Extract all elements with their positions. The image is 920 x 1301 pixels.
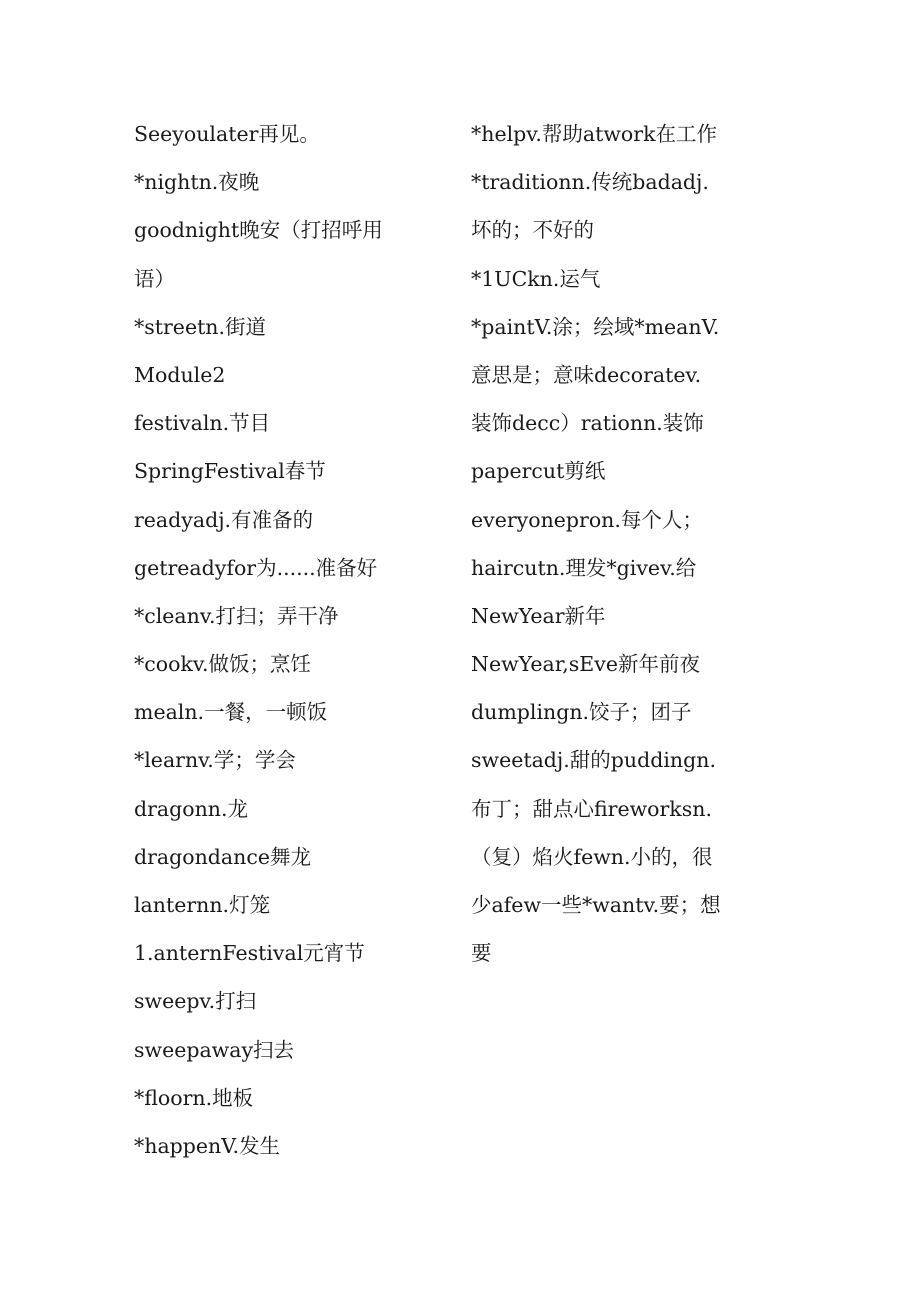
vocab-line: *cookv.做饭；烹饪 [134, 652, 312, 677]
vocab-line: *helpv.帮助atwork在工作 [471, 122, 717, 146]
module-heading: Module2 [134, 362, 226, 387]
vocab-line: goodnight晚安（打招呼用 [134, 218, 383, 243]
vocabulary-right-column [471, 110, 741, 977]
vocab-line: *happenV.发生 [134, 1133, 280, 1158]
vocab-line: getreadyfor为......准备好 [134, 555, 378, 580]
vocab-line: 1.anternFestival元宵节 [134, 941, 365, 966]
vocab-line: SpringFestival春节 [134, 459, 326, 484]
vocab-line: Seeyoulater再见。 [134, 122, 320, 146]
vocab-line: 要 [471, 941, 492, 966]
vocab-line: papercut剪纸 [471, 459, 606, 484]
vocab-line: everyonepron.每个人； [471, 507, 703, 532]
vocab-line: *streetn.街道 [134, 314, 267, 339]
vocab-line: dumplingn.饺子；团子 [471, 700, 692, 725]
vocab-line: 意思是；意味decoratev. [471, 362, 702, 387]
vocab-line: *nightn.夜晚 [134, 170, 260, 195]
vocab-line: festivaln.节目 [134, 411, 271, 436]
vocab-line: NewYear新年 [471, 603, 606, 628]
vocab-line: readyadj.有准备的 [134, 507, 314, 532]
vocab-line: dragonn.龙 [134, 796, 249, 821]
vocab-line: *floorn.地板 [134, 1085, 254, 1110]
vocab-line: sweepv.打扫 [134, 989, 257, 1014]
vocab-line: *paintV.涂；绘域*meanV. [471, 314, 720, 339]
vocab-line: 少afew一些*wantv.要；想 [471, 893, 721, 917]
vocab-line: *traditionn.传统badadj. [471, 170, 709, 195]
vocab-line: 装饰decc）rationn.装饰 [471, 411, 704, 436]
vocab-line: *1UCkn.运气 [471, 266, 601, 291]
vocab-line: *cleanv.打扫；弄干净 [134, 603, 339, 628]
vocab-line: mealn.一餐，一顿饭 [134, 700, 328, 725]
vocabulary-left-column [134, 110, 434, 1170]
vocab-line: *learnv.学；学会 [134, 748, 296, 773]
vocab-line: sweepaway扫去 [134, 1037, 295, 1062]
vocab-line: haircutn.理发*givev.给 [471, 555, 697, 580]
vocab-line: 布丁；甜点心fireworksn. [471, 796, 712, 821]
vocab-line: lanternn.灯笼 [134, 893, 271, 917]
vocab-line: dragondance舞龙 [134, 844, 311, 869]
vocab-line: NewYear,sEve新年前夜 [471, 652, 700, 677]
vocab-line: （复）焰火fewn.小的，很 [471, 844, 713, 869]
vocab-line: sweetadj.甜的puddingn. [471, 748, 716, 773]
vocab-line: 语） [134, 266, 175, 291]
vocab-line: 坏的；不好的 [471, 218, 594, 243]
